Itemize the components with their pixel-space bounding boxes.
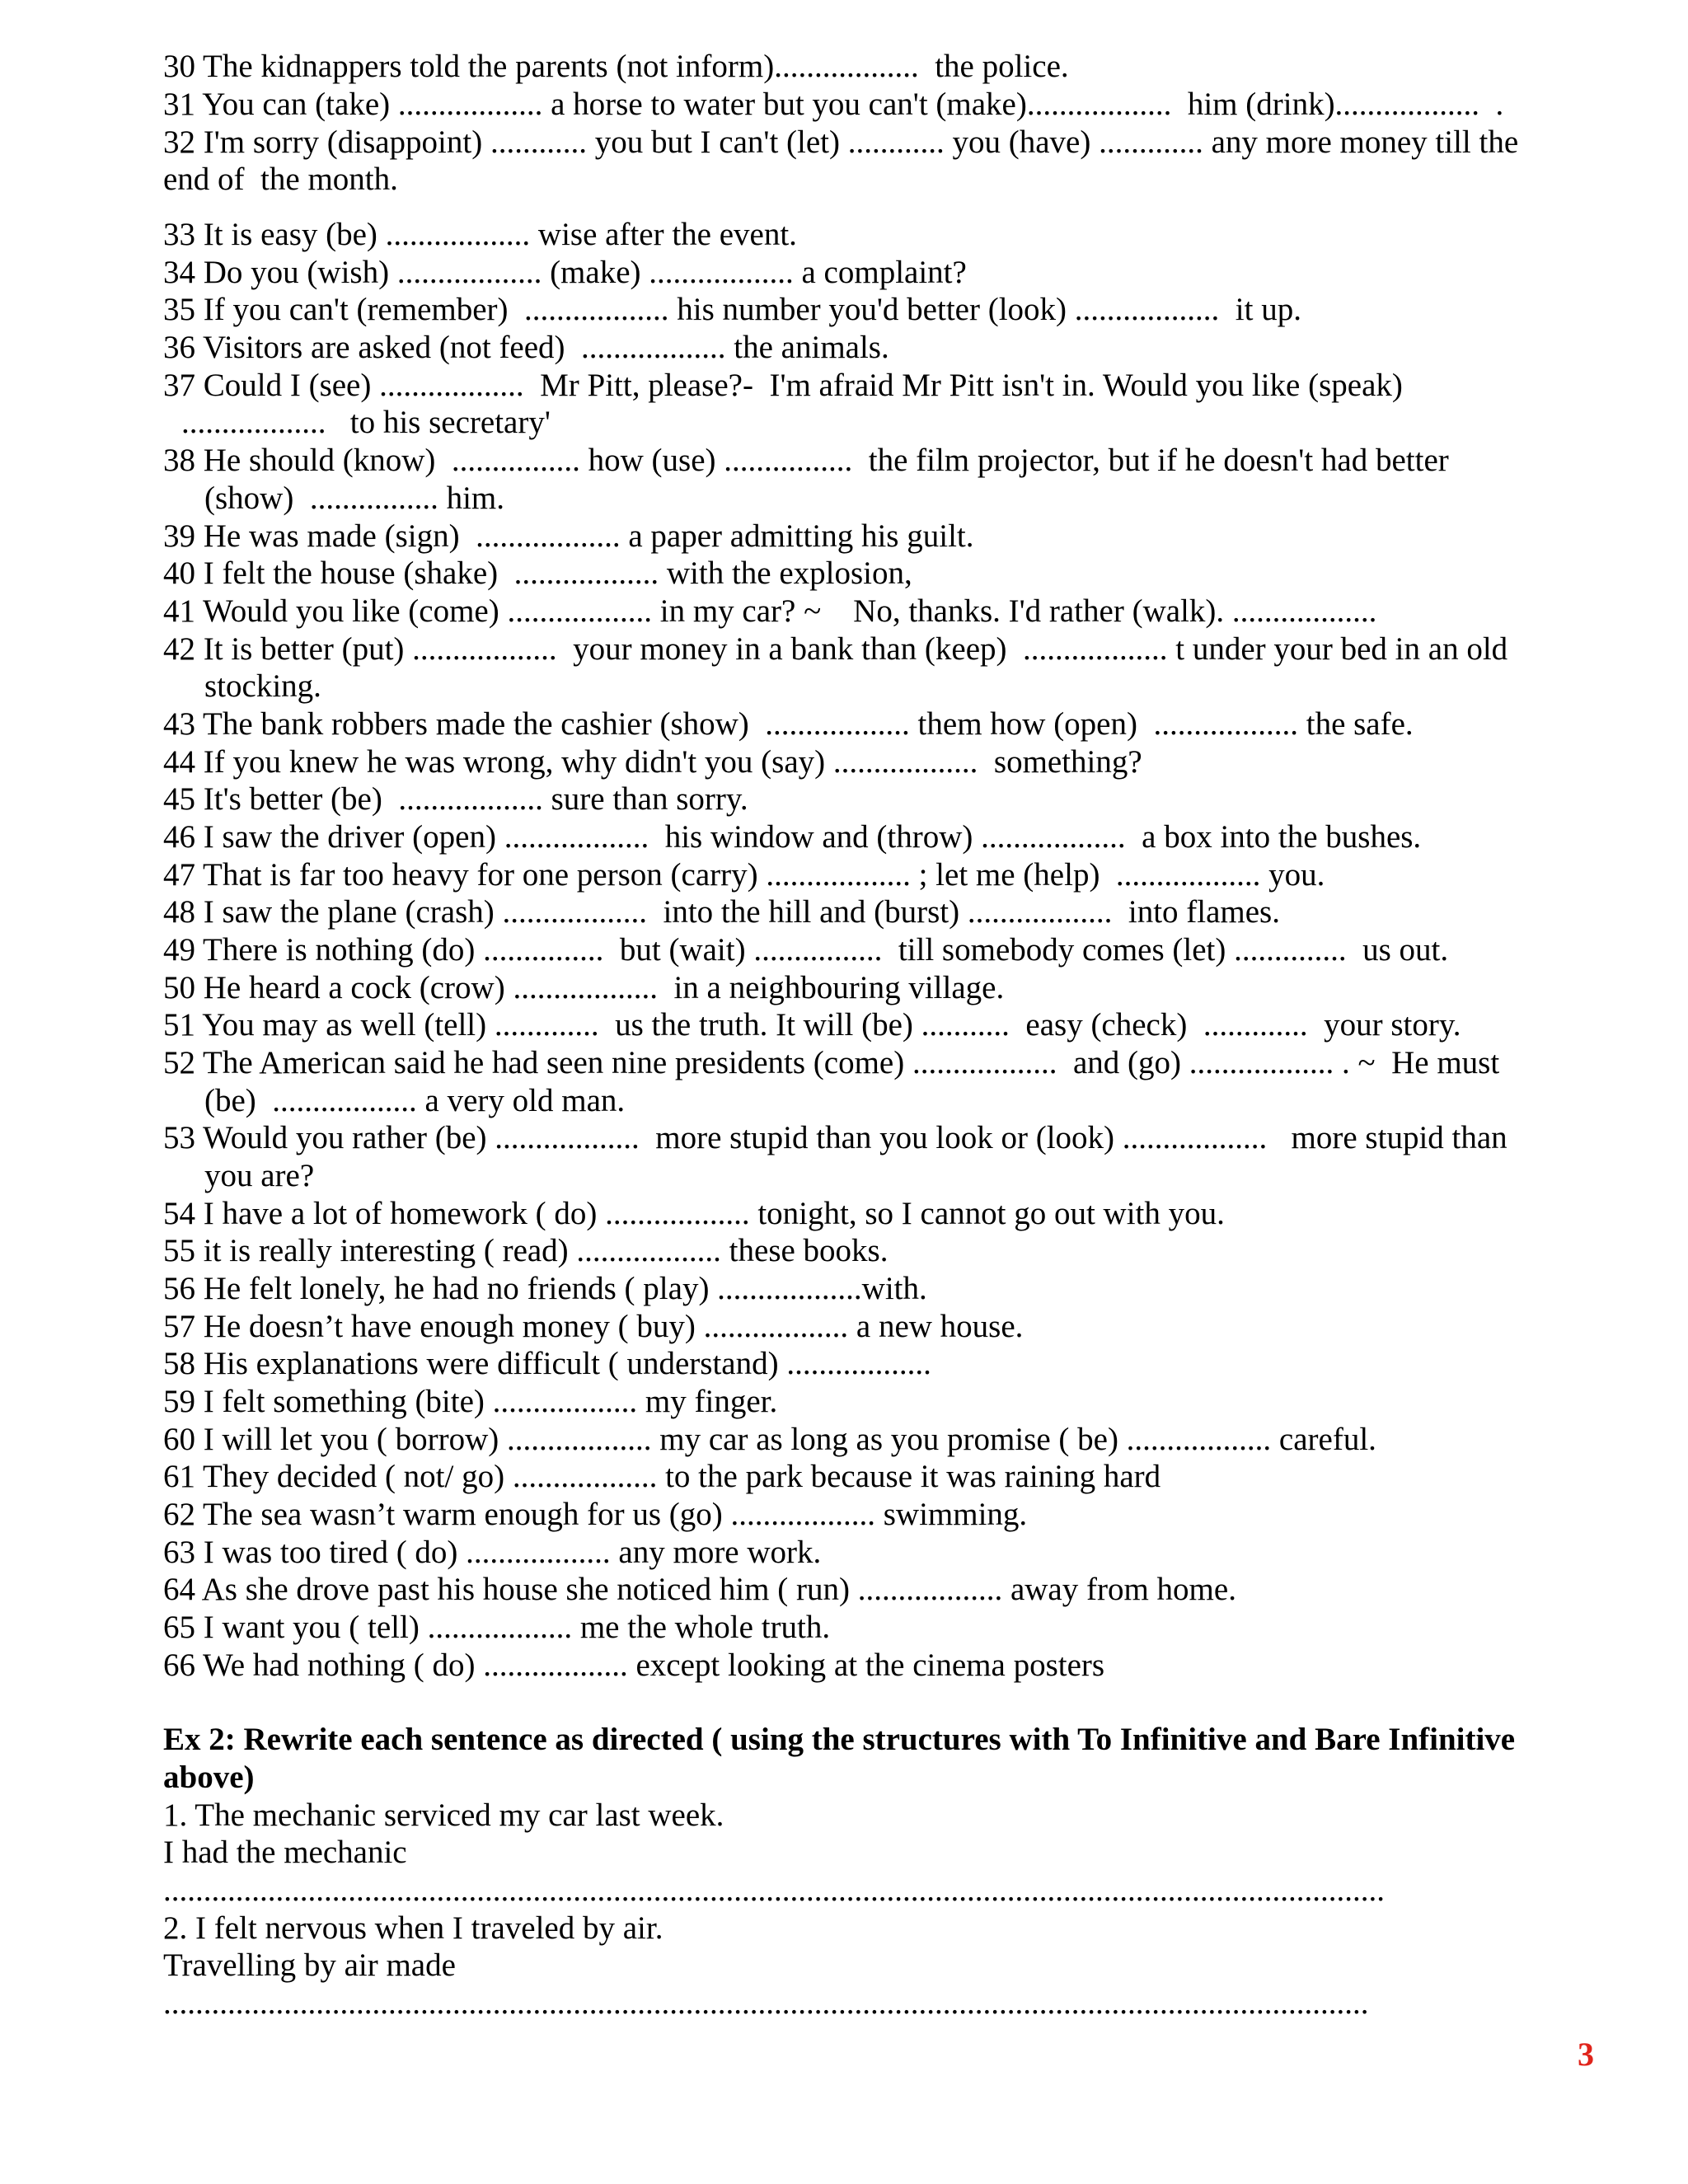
exercise-item-32: 32 I'm sorry (disappoint) ............ you but I can't (let) ............ you (have) ............. any more money till the bbox=[163, 124, 1519, 160]
page-number: 3 bbox=[1578, 2036, 1594, 2073]
exercise-item-34: 34 Do you (wish) .................. (make) .................. a complaint? bbox=[163, 255, 967, 290]
question-1-sentence: 1. The mechanic serviced my car last week. bbox=[163, 1797, 724, 1833]
exercise-item-32-cont: end of the month. bbox=[163, 162, 398, 197]
exercise-item-62: 62 The sea wasn’t warm enough for us (go) .................. swimming. bbox=[163, 1497, 1028, 1532]
exercise-item-38-cont: (show) ................ him. bbox=[204, 480, 504, 516]
exercise-item-60: 60 I will let you ( borrow) .................. my car as long as you promise ( be) .................. careful. bbox=[163, 1422, 1376, 1457]
question-2-prompt: Travelling by air made bbox=[163, 1947, 456, 1983]
exercise-item-37-cont: .................. to his secretary' bbox=[181, 405, 551, 440]
exercise-item-50: 50 He heard a cock (crow) .................. in a neighbouring village. bbox=[163, 970, 1005, 1005]
exercise-item-33: 33 It is easy (be) .................. wise after the event. bbox=[163, 217, 797, 252]
exercise-item-49: 49 There is nothing (do) ............... but (wait) ................ till somebody comes (let) .............. us out. bbox=[163, 932, 1449, 968]
exercise-item-40: 40 I felt the house (shake) .................. with the explosion, bbox=[163, 555, 912, 591]
exercise-item-30: 30 The kidnappers told the parents (not inform).................. the police. bbox=[163, 49, 1069, 84]
exercise-item-53: 53 Would you rather (be) .................. more stupid than you look or (look) .................. more stupid than bbox=[163, 1120, 1507, 1155]
exercise-item-36: 36 Visitors are asked (not feed) .................. the animals. bbox=[163, 330, 889, 365]
exercise-item-59: 59 I felt something (bite) .................. my finger. bbox=[163, 1384, 778, 1419]
exercise-item-48: 48 I saw the plane (crash) .................. into the hill and (burst) .................. into flames. bbox=[163, 894, 1280, 930]
exercise-item-45: 45 It's better (be) .................. sure than sorry. bbox=[163, 781, 748, 817]
exercise-item-52: 52 The American said he had seen nine presidents (come) .................. and (go) .................. . ~ He must bbox=[163, 1045, 1500, 1080]
exercise-item-64: 64 As she drove past his house she noticed him ( run) .................. away from home. bbox=[163, 1572, 1236, 1607]
exercise-item-35: 35 If you can't (remember) .................. his number you'd better (look) .................. it up. bbox=[163, 292, 1301, 327]
exercise-2-heading: Ex 2: Rewrite each sentence as directed ( using the structures with To Infinitive and Bare Infinitive bbox=[163, 1722, 1516, 1757]
exercise-item-52-cont: (be) .................. a very old man. bbox=[204, 1083, 626, 1118]
exercise-item-31: 31 You can (take) .................. a horse to water but you can't (make).................. him (drink).................. . bbox=[163, 87, 1504, 122]
exercise-item-42: 42 It is better (put) .................. your money in a bank than (keep) .................. t under your bed in an old bbox=[163, 631, 1508, 667]
exercise-item-43: 43 The bank robbers made the cashier (show) .................. them how (open) .................. the safe. bbox=[163, 706, 1414, 742]
exercise-item-65: 65 I want you ( tell) .................. me the whole truth. bbox=[163, 1610, 831, 1645]
exercise-item-44: 44 If you knew he was wrong, why didn't you (say) .................. something? bbox=[163, 744, 1142, 780]
exercise-item-66: 66 We had nothing ( do) .................. except looking at the cinema posters bbox=[163, 1647, 1105, 1683]
exercise-item-37: 37 Could I (see) .................. Mr Pitt, please?- I'm afraid Mr Pitt isn't in. Would you like (speak) bbox=[163, 368, 1403, 403]
exercise-item-46: 46 I saw the driver (open) .................. his window and (throw) .................. a box into the bushes. bbox=[163, 819, 1422, 855]
exercise-item-38: 38 He should (know) ................ how (use) ................ the film projector, but if he doesn't had better bbox=[163, 443, 1449, 478]
exercise-item-51: 51 You may as well (tell) ............. us the truth. It will (be) ........... easy (check) ............. your story. bbox=[163, 1007, 1461, 1043]
exercise-item-41: 41 Would you like (come) .................. in my car? ~ No, thanks. I'd rather (walk). .................. bbox=[163, 593, 1377, 629]
exercise-item-54: 54 I have a lot of homework ( do) .................. tonight, so I cannot go out with you. bbox=[163, 1196, 1225, 1231]
exercise-item-57: 57 He doesn’t have enough money ( buy) .................. a new house. bbox=[163, 1309, 1024, 1344]
exercise-item-47: 47 That is far too heavy for one person (carry) .................. ; let me (help) .................. you. bbox=[163, 857, 1325, 893]
exercise-item-42-cont: stocking. bbox=[204, 668, 321, 704]
exercise-item-61: 61 They decided ( not/ go) .................. to the park because it was raining hard bbox=[163, 1459, 1161, 1494]
question-2-answer-line: ...................................................................................................................................................... bbox=[163, 1985, 1369, 2021]
exercise-item-56: 56 He felt lonely, he had no friends ( play) ..................with. bbox=[163, 1271, 927, 1306]
exercise-item-53-cont: you are? bbox=[204, 1158, 315, 1193]
question-2-sentence: 2. I felt nervous when I traveled by air. bbox=[163, 1910, 663, 1946]
exercise-item-55: 55 it is really interesting ( read) .................. these books. bbox=[163, 1233, 889, 1268]
question-1-prompt: I had the mechanic bbox=[163, 1835, 407, 1870]
exercise-2-heading-cont: above) bbox=[163, 1760, 255, 1795]
exercise-item-58: 58 His explanations were difficult ( understand) .................. bbox=[163, 1346, 931, 1381]
exercise-item-63: 63 I was too tired ( do) .................. any more work. bbox=[163, 1535, 822, 1570]
question-1-answer-line: ........................................................................................................................................................ bbox=[163, 1872, 1385, 1908]
exercise-item-39: 39 He was made (sign) .................. a paper admitting his guilt. bbox=[163, 518, 974, 554]
